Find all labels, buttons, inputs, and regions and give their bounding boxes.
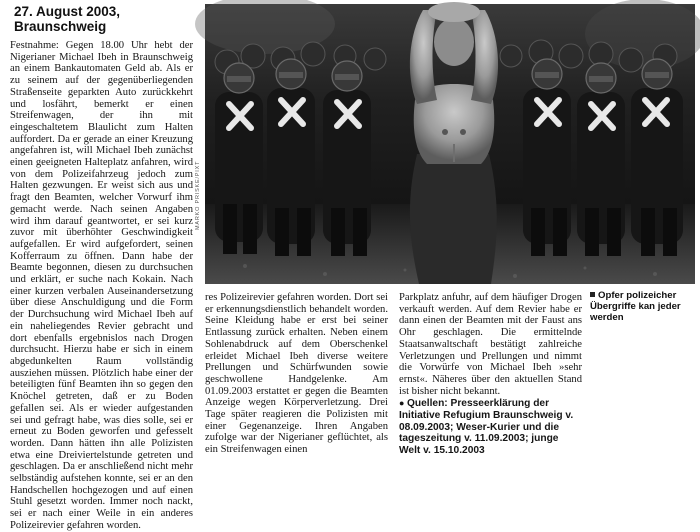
riot-police-photo [205,4,695,284]
photo-credit: MARKO PRISKE/PIXT [195,160,201,230]
article-column-3 [399,292,582,457]
photo-caption [590,290,698,323]
sources [399,398,582,457]
article-text-3: Parkplatz anfuhr, auf dem häufiger Drogen verkauft werden. Auf dem Revier habe er dann einen der Beamten mit der Faust ans Ohr geschlagen. Die ermittelnde Staatsanwaltschaft bestätigt zahlreiche Verletzungen und Prellungen und nimmt die Vorwürfe von Michael Ibeh »sehr ernst«. Näheres über den aktuellen Stand ist bisher nicht bekannt. [399,292,582,397]
caption-square-icon [590,292,595,297]
article-text-1: Festnahme: Gegen 18.00 Uhr hebt der Nigerianer Michael Ibeh in Braunschweig an einem Bankautomaten Geld ab. Als er zu seinem auf der gegenüberliegenden Straßenseite geparkten Auto zurückkehrt und losfährt, bemerkt er einen Streifenwagen, der ihn mit eingeschaltetem Blaulicht zum Halten auffordert. Da er gerade an einer Kreuzung angefahren ist, will Michael Ibeh zunächst einen geeigneten Halteplatz anfahren, wird von dem Polizeifahrzeug jedoch zum Halten gezwungen. Er weist sich aus und fragt den Beamten, welcher Vorwurf ihm gemacht werde. Nach seinen Angaben wird ihm darauf geantwortet, er sei kurz zuvor mit überhöhter Geschwindigkeit aufgefallen. Er wird aufgefordert, seinen Kofferraum zu öffnen. Dann habe der Beamte begonnen, diesen zu durchsuchen und erklärt, er suche nach Kokain. Nach einer kurzen verbalen Auseinandersetzung über diese Anschuldigung und die Form der Durchsuchung wird Michael Ibeh auf ein naheliegendes Revier gebracht und dort ebenfalls ergebnislos nach Drogen durchsucht. Hierzu habe er sich in einem abgedunkelten Raum vollständig ausziehen müssen. Plötzlich habe einer der beteiligten fünf Beamten ihn so gegen den Knöchel getreten, daß er zu Boden gefallen sei. Als er wieder aufgestanden sei und gefragt habe, was dies solle, sei er erneut zu Boden geworfen und gefesselt worden. Dann hätten ihn alle Polizisten etwa eine Dreiviertelstunde getreten und geschlagen. Da er anschließend nicht mehr selbständig aufstehen konnte, sei er an den Handschellen hochgezogen und auf einen Stuhl gesetzt worden. Immer noch nackt, sei er nach einer Weile in ein anderes Polizeirevier gefahren worden. [10,40,193,531]
date-heading [14,4,204,34]
caption-text: Opfer polizeicher Übergriffe kan jeder werden [590,290,681,323]
city-line: Braunschweig [14,19,107,34]
photo-illustration [205,4,695,284]
sources-text: Quellen: Presseerklärung der Initiative Refugium Braunschweig v. 08.09.2003; Weser-Kurier und die tageszeitung v. 11.09.2003; junge Welt v. 15.10.2003 [399,398,574,457]
date-line: 27. August 2003, [14,4,121,19]
bullet-icon: ● [399,398,407,409]
article-text-2: res Polizeirevier gefahren worden. Dort sei er erkennungsdienstlich behandelt worden. Seine Kleidung habe er erst bei seiner Entlassung zurück erhalten. Neben einem Sohlenabdruck auf dem Oberschenkel erleidet Michael Ibeh diverse weitere Prellungen und Schürfwunden sowie geschwollene Handgelenke. Am 01.09.2003 erstattet er gegen die Beamten Anzeige wegen Körperverletzung. Drei Tage später reagieren die Polizisten mit einer Gegenanzeige. Ihren Angaben zufolge war der Nigerianer geflüchtet, als ein Streifenwagen einen [205,292,388,456]
article-column-1 [10,40,193,531]
article-column-2 [205,292,388,456]
